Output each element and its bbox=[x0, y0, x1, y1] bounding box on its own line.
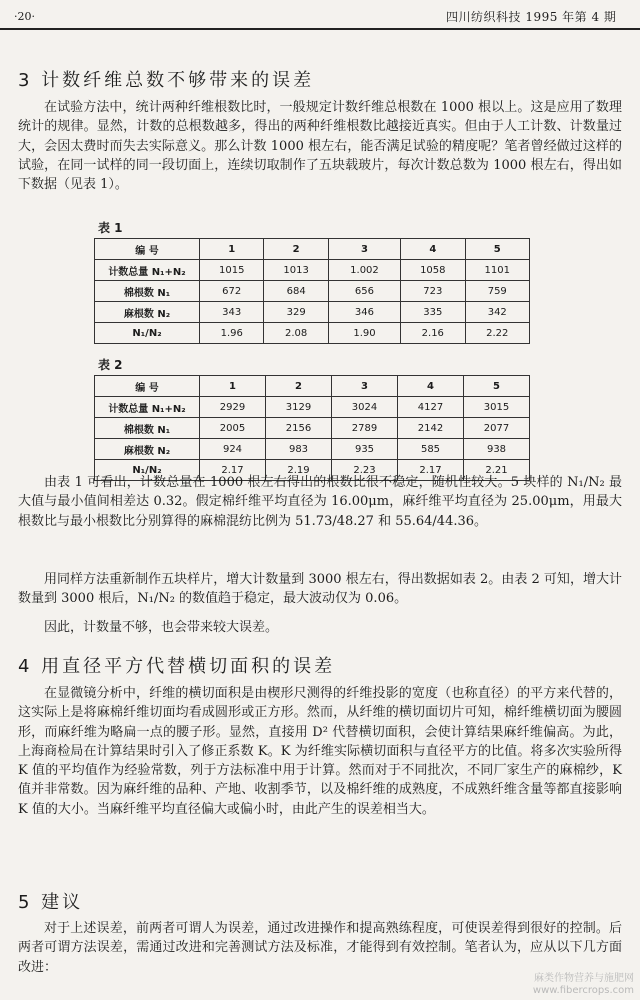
table-cell: 2077 bbox=[464, 418, 530, 439]
section-3-paragraph-2: 由表 1 可看出，计数总量在 1000 根左右得出的根数比很不稳定，随机性较大。5 块样的 N₁/N₂ 最大值与最小值间相差达 0.32。假定棉纤维平均直径为 16.00μm，麻纤维平均直径为 25.00μm，用最大根数比与最小根数比分别算得的麻棉混纺比例为 51.73/48.27 和 55.64/44.36。 bbox=[18, 475, 622, 529]
table-cell: 983 bbox=[266, 439, 332, 460]
table-cell: 2.21 bbox=[464, 460, 530, 481]
section-3-title: 3 计数纤维总数不够带来的误差 bbox=[18, 70, 315, 91]
table-cell: 1.90 bbox=[328, 323, 400, 344]
watermark-line-2: www.fibercrops.com bbox=[532, 985, 634, 996]
table-cell: 2.17 bbox=[200, 460, 266, 481]
table-cell: 585 bbox=[398, 439, 464, 460]
table-cell: 684 bbox=[264, 281, 328, 302]
table-cell: 3015 bbox=[464, 397, 530, 418]
watermark-line-1: 麻类作物营养与施肥网 bbox=[534, 973, 634, 984]
table-2-header-cell: 4 bbox=[398, 376, 464, 397]
table-cell: 343 bbox=[200, 302, 264, 323]
section-3-paragraph-1: 在试验方法中，统计两种纤维根数比时，一般规定计数纤维总根数在 1000 根以上。这是应用了数理统计的规律。显然，计数的总根数越多，得出的两种纤维根数比越接近真实。但由于人工计数、计数量过大，会因太费时而失去实际意义。那么计数 1000 根左右，能否满足试验的精度呢？笔者曾经做过这样的试验，在同一试样的同一段切面上，连续切取制作了五块载玻片，每次计数总数为 1000 根左右，得出如下数据（见表 1）。 bbox=[18, 100, 622, 193]
row-label: 棉根数 N₁ bbox=[95, 418, 200, 439]
table-row bbox=[95, 397, 530, 418]
table-cell: 1101 bbox=[465, 260, 529, 281]
table-cell: 1.96 bbox=[200, 323, 264, 344]
table-cell: 938 bbox=[464, 439, 530, 460]
row-label: 棉根数 N₁ bbox=[95, 281, 200, 302]
table-cell: 346 bbox=[328, 302, 400, 323]
table-1-header-cell: 3 bbox=[328, 239, 400, 260]
table-row bbox=[95, 418, 530, 439]
row-label: 计数总量 N₁+N₂ bbox=[95, 397, 200, 418]
row-label: 计数总量 N₁+N₂ bbox=[95, 260, 200, 281]
table-1-label: 表 1 bbox=[98, 221, 123, 235]
table-cell: 2.23 bbox=[332, 460, 398, 481]
row-label: N₁/N₂ bbox=[95, 323, 200, 344]
table-cell: 1013 bbox=[264, 260, 328, 281]
table-2-header-cell: 5 bbox=[464, 376, 530, 397]
table-cell: 2.16 bbox=[401, 323, 465, 344]
row-label: N₁/N₂ bbox=[95, 460, 200, 481]
row-label: 麻根数 N₂ bbox=[95, 302, 200, 323]
table-2-header-cell: 3 bbox=[332, 376, 398, 397]
section-4-paragraph-1: 在显微镜分析中，纤维的横切面积是由楔形尺测得的纤维投影的宽度（也称直径）的平方来代替的，这实际上是将麻棉纤维切面均看成圆形或正方形。然而，从纤维的横切面切片可知，棉纤维横切面为腰圆形，而麻纤维为略扁一点的腰子形。显然，直接用 D² 代替横切面积，会使计算结果麻纤维偏高。为此，上海商检局在计算结果时引入了修正系数 K。K 为纤维实际横切面积与直径平方的比值。将多次实验所得 K 值的平均值作为经验常数，列于方法标准中用于计算。然而对于不同批次，不同厂家生产的麻棉纱，K 值并非常数。因为麻纤维的品种、产地、收割季节，以及棉纤维的成熟度，不成熟纤维含量等都直接影响 K 值的大小。当麻纤维平均直径偏大或偏小时，由此产生的误差相当大。 bbox=[18, 686, 622, 817]
table-row bbox=[95, 439, 530, 460]
table-2-header-cell: 编 号 bbox=[95, 376, 200, 397]
journal-header: 四川纺织科技 1995 年第 4 期 bbox=[446, 10, 617, 24]
table-cell: 2156 bbox=[266, 418, 332, 439]
table-row bbox=[95, 323, 530, 344]
table-cell: 759 bbox=[465, 281, 529, 302]
table-cell: 329 bbox=[264, 302, 328, 323]
table-cell: 924 bbox=[200, 439, 266, 460]
table-row bbox=[95, 302, 530, 323]
table-cell: 2005 bbox=[200, 418, 266, 439]
table-cell: 2.19 bbox=[266, 460, 332, 481]
table-cell: 672 bbox=[200, 281, 264, 302]
table-2 bbox=[94, 375, 530, 481]
table-2-header-cell: 2 bbox=[266, 376, 332, 397]
table-cell: 4127 bbox=[398, 397, 464, 418]
table-cell: 656 bbox=[328, 281, 400, 302]
table-cell: 2.08 bbox=[264, 323, 328, 344]
header-rule bbox=[0, 28, 640, 30]
table-cell: 3129 bbox=[266, 397, 332, 418]
page-number: ·20· bbox=[14, 10, 35, 23]
section-5-title: 5 建议 bbox=[18, 892, 84, 913]
table-1-header-cell: 1 bbox=[200, 239, 264, 260]
table-1-header-cell: 2 bbox=[264, 239, 328, 260]
table-1-header-cell: 4 bbox=[401, 239, 465, 260]
table-cell: 2929 bbox=[200, 397, 266, 418]
section-3-paragraph-3: 用同样方法重新制作五块样片，增大计数量到 3000 根左右，得出数据如表 2。由表 2 可知，增大计数量到 3000 根后，N₁/N₂ 的数值趋于稳定，最大波动仅为 0.06。 bbox=[18, 572, 622, 607]
section-3-paragraph-4: 因此，计数量不够，也会带来较大误差。 bbox=[44, 620, 279, 635]
table-1-header-cell: 编 号 bbox=[95, 239, 200, 260]
table-cell: 2142 bbox=[398, 418, 464, 439]
table-2-header-cell: 1 bbox=[200, 376, 266, 397]
table-row bbox=[95, 260, 530, 281]
table-1-header-row bbox=[95, 239, 530, 260]
table-cell: 2.17 bbox=[398, 460, 464, 481]
section-4-title: 4 用直径平方代替横切面积的误差 bbox=[18, 656, 336, 677]
table-2-header-row bbox=[95, 376, 530, 397]
table-cell: 935 bbox=[332, 439, 398, 460]
table-cell: 2789 bbox=[332, 418, 398, 439]
section-5-paragraph-1: 对于上述误差，前两者可谓人为误差，通过改进操作和提高熟练程度，可使误差得到很好的控制。后两者可谓方法误差，需通过改进和完善测试方法及标准，才能得到有效控制。笔者认为，应从以下几方面改进： bbox=[18, 921, 622, 975]
table-cell: 1015 bbox=[200, 260, 264, 281]
table-cell: 1.002 bbox=[328, 260, 400, 281]
table-cell: 723 bbox=[401, 281, 465, 302]
table-cell: 2.22 bbox=[465, 323, 529, 344]
table-row bbox=[95, 281, 530, 302]
table-cell: 1058 bbox=[401, 260, 465, 281]
table-1 bbox=[94, 238, 530, 344]
site-watermark bbox=[533, 973, 634, 997]
table-2-label: 表 2 bbox=[98, 358, 123, 372]
table-1-header-cell: 5 bbox=[465, 239, 529, 260]
table-cell: 3024 bbox=[332, 397, 398, 418]
row-label: 麻根数 N₂ bbox=[95, 439, 200, 460]
table-cell: 335 bbox=[401, 302, 465, 323]
table-cell: 342 bbox=[465, 302, 529, 323]
